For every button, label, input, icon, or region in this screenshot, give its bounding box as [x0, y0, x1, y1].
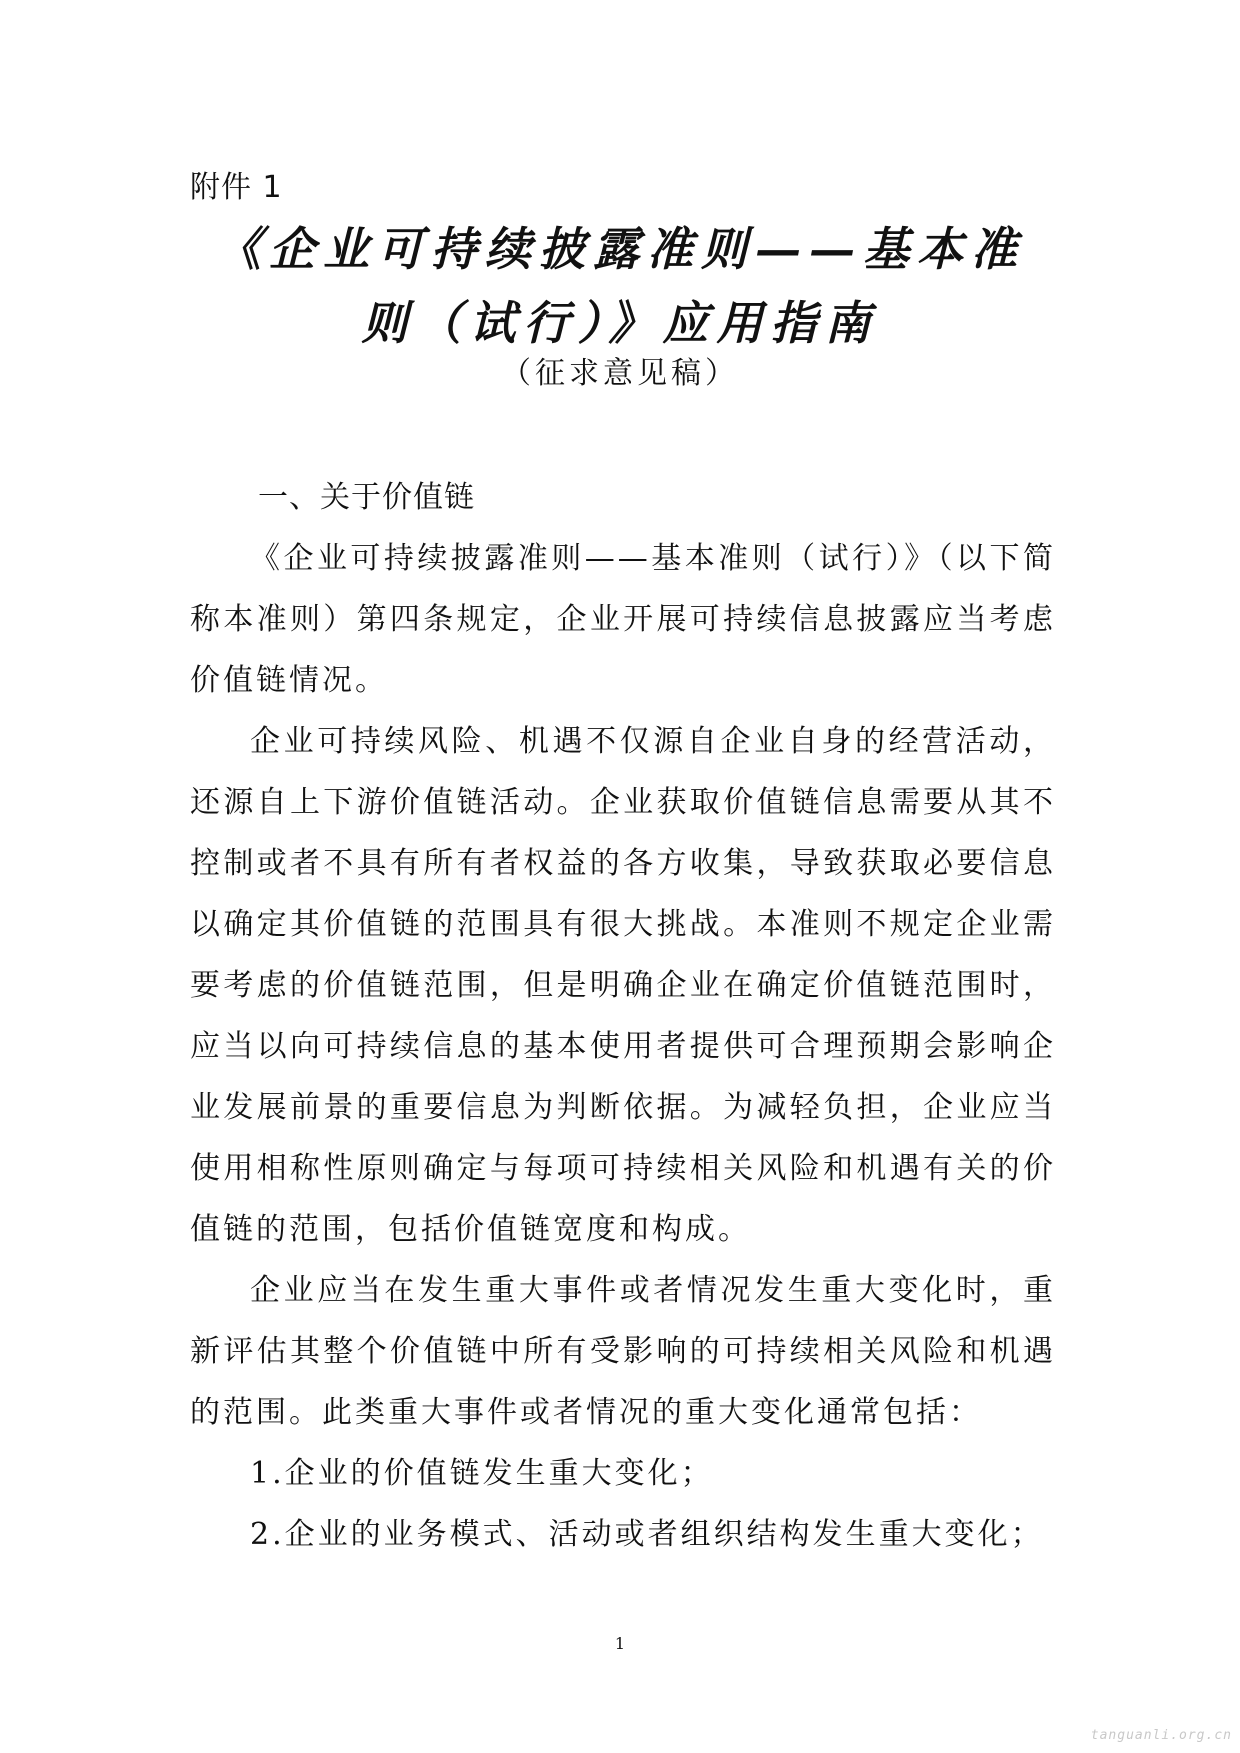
list-item: 1.企业的价值链发生重大变化； — [250, 1456, 714, 1491]
section-heading: 一、关于价值链 — [258, 480, 475, 515]
document-body — [190, 528, 1056, 1565]
paragraph: 《企业可持续披露准则——基本准则（试行）》（以下简称本准则）第四条规定，企业开展可持续信息披露应当考虑价值链情况。 — [190, 541, 1056, 698]
list-item: 2.企业的业务模式、活动或者组织结构发生重大变化； — [250, 1517, 1044, 1552]
document-title: 《企业可持续披露准则——基本准则（试行）》应用指南 — [215, 222, 1025, 350]
document-subtitle: （征求意见稿） — [501, 356, 739, 391]
attachment-label: 附件 1 — [190, 170, 283, 205]
paragraph: 企业可持续风险、机遇不仅源自企业自身的经营活动，还源自上下游价值链活动。企业获取价值链信息需要从其不控制或者不具有所有者权益的各方收集，导致获取必要信息以确定其价值链的范围具有很大挑战。本准则不规定企业需要考虑的价值链范围，但是明确企业在确定价值链范围时，应当以向可持续信息的基本使用者提供可合理预期会影响企业发展前景的重要信息为判断依据。为减轻负担，企业应当使用相称性原则确定与每项可持续相关风险和机遇有关的价值链的范围，包括价值链宽度和构成。 — [190, 724, 1056, 1247]
page-number: 1 — [614, 1634, 626, 1653]
watermark: tanguanli.org.cn — [1090, 1728, 1232, 1743]
paragraph: 企业应当在发生重大事件或者情况发生重大变化时，重新评估其整个价值链中所有受影响的可持续相关风险和机遇的范围。此类重大事件或者情况的重大变化通常包括： — [190, 1273, 1056, 1430]
